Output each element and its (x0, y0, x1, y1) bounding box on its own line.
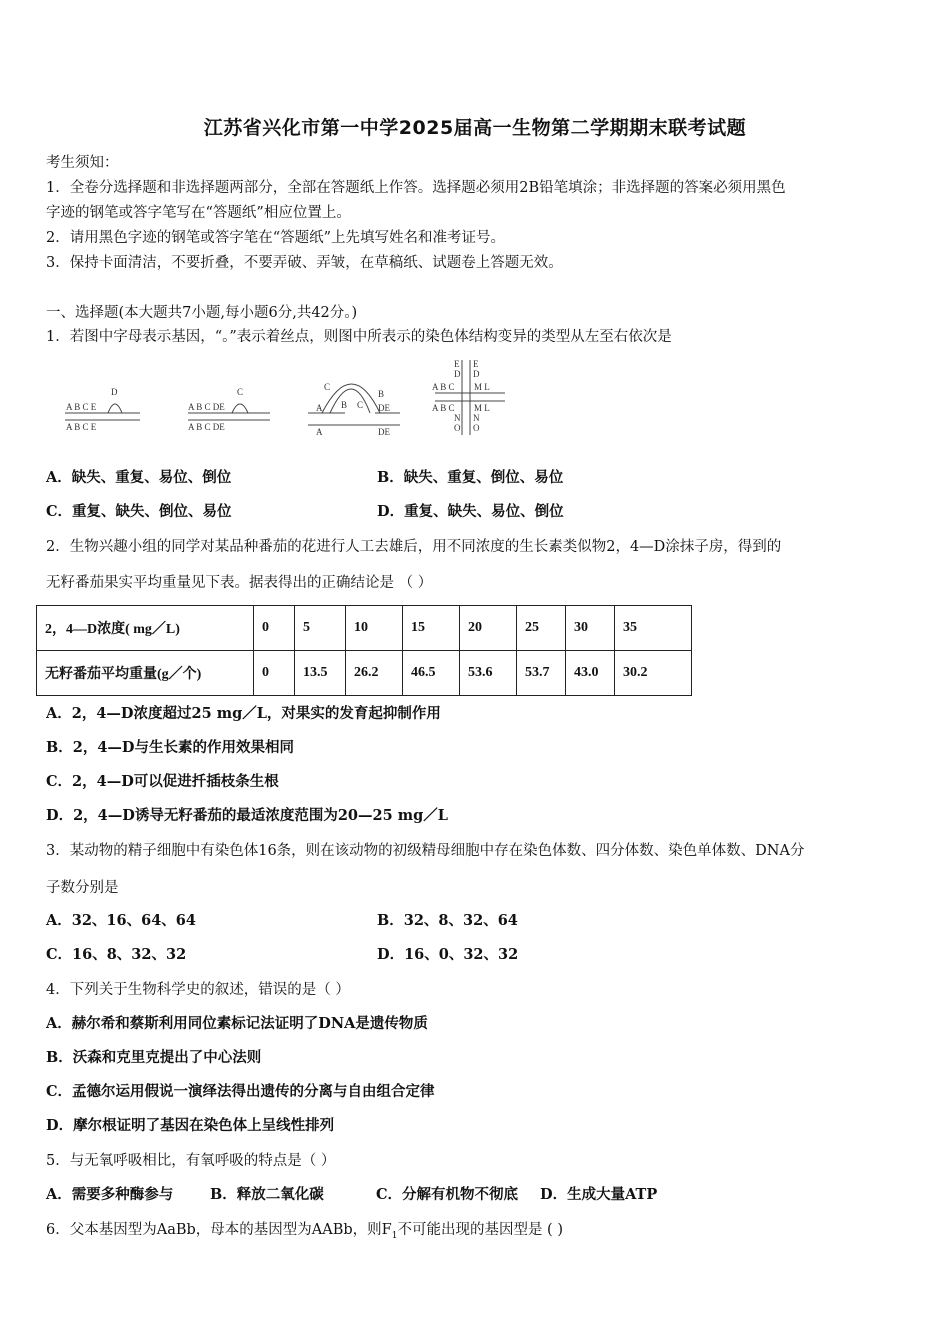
table-cell: 10 (346, 606, 403, 651)
q2-option-c[interactable]: C．2，4—D可以促进扦插枝条生根 (46, 773, 279, 790)
table-row (37, 606, 692, 651)
d3-a-label: A (316, 403, 323, 413)
d4-o2-label: O (473, 423, 480, 433)
q5-option-b[interactable]: B．释放二氧化碳 (210, 1186, 324, 1203)
d1-bottom-label: A B C E (66, 422, 97, 432)
table-cell: 46.5 (403, 651, 460, 696)
q3-option-c[interactable]: C．16、8、32、32 (46, 946, 187, 963)
q3-stem-line2: 子数分别是 (46, 880, 119, 896)
d2-bottom-label: A B C DE (188, 422, 225, 432)
q2-data-table (36, 605, 692, 696)
d1-top-label: A B C E (66, 402, 97, 412)
q4-option-a[interactable]: A．赫尔希和蔡斯利用同位素标记法证明了DNA是遗传物质 (46, 1015, 428, 1032)
table-cell: 30 (566, 606, 615, 651)
q2-option-a[interactable]: A．2，4—D浓度超过25 mg／L，对果实的发育起抑制作用 (46, 705, 441, 722)
d4-e1-label: E (454, 359, 460, 369)
q5-option-c[interactable]: C．分解有机物不彻底 (376, 1186, 519, 1203)
exam-title: 江苏省兴化市第一中学2025届高一生物第二学期期末联考试题 (203, 117, 747, 139)
notice-item-2: 2．请用黑色字迹的钢笔或答字笔在“答题纸”上先填写姓名和准考证号。 (46, 230, 506, 246)
q2-stem-line1: 2．生物兴趣小组的同学对某品种番茄的花进行人工去雄后，用不同浓度的生长素类似物2，4—D涂抹子房，得到的 (46, 539, 782, 555)
q5-option-a[interactable]: A．需要多种酶参与 (46, 1186, 174, 1203)
section-heading: 一、选择题(本大题共7小题,每小题6分,共42分。) (46, 305, 358, 321)
chromosome-diagram (60, 355, 520, 440)
table-cell: 35 (615, 606, 692, 651)
d2-loop-label: C (237, 387, 244, 397)
table-cell: 26.2 (346, 651, 403, 696)
d3-b-label: B (341, 400, 348, 410)
q6-stem-subscript: 1 (391, 1230, 398, 1241)
d4-ml1-label: M L (474, 382, 490, 392)
q1-stem: 1．若图中字母表示基因，“。”表示着丝点，则图中所表示的染色体结构变异的类型从左至右依次是 (46, 329, 672, 345)
q3-stem-line1: 3．某动物的精子细胞中有染色体16条，则在该动物的初级精母细胞中存在染色体数、四分体数、染色单体数、DNA分 (46, 843, 805, 859)
table-row (37, 651, 692, 696)
q1-option-c[interactable]: C．重复、缺失、倒位、易位 (46, 503, 232, 520)
table-header-cell: 无籽番茄平均重量(g／个) (37, 651, 254, 696)
q4-option-d[interactable]: D．摩尔根证明了基因在染色体上呈线性排列 (46, 1117, 335, 1134)
q2-option-b[interactable]: B．2，4—D与生长素的作用效果相同 (46, 739, 295, 756)
table-cell: 30.2 (615, 651, 692, 696)
d4-n1-label: N (454, 413, 461, 423)
q6-stem (46, 1220, 904, 1246)
d4-n2-label: N (473, 413, 480, 423)
d3-bottom-de-label: DE (378, 427, 390, 437)
d4-d1-label: D (454, 369, 461, 379)
d4-e2-label: E (473, 359, 479, 369)
d3-c2-label: C (357, 400, 364, 410)
d2-top-label: A B C DE (188, 402, 225, 412)
q2-stem-line2: 无籽番茄果实平均重量见下表。据表得出的正确结论是 （ ） (46, 575, 433, 591)
d3-c-label: C (324, 382, 331, 392)
q5-option-d[interactable]: D．生成大量ATP (540, 1186, 658, 1203)
d3-de-label: DE (378, 403, 390, 413)
d3-bottom-a-label: A (316, 427, 323, 437)
table-cell: 0 (254, 606, 295, 651)
q6-stem-end: 不可能出现的基因型是 ( ) (397, 1222, 563, 1238)
table-cell: 5 (295, 606, 346, 651)
table-cell: 13.5 (295, 651, 346, 696)
table-cell: 25 (517, 606, 566, 651)
d4-o1-label: O (454, 423, 461, 433)
q6-stem-start: 6．父本基因型为AaBb，母本的基因型为AABb，则F (46, 1222, 392, 1238)
q5-stem: 5．与无氧呼吸相比，有氧呼吸的特点是（ ） (46, 1153, 336, 1169)
notice-item-1b: 字迹的钢笔或答字笔写在“答题纸”相应位置上。 (46, 205, 351, 221)
q2-option-d[interactable]: D．2，4—D诱导无籽番茄的最适浓度范围为20—25 mg／L (46, 807, 448, 824)
q3-option-d[interactable]: D．16、0、32、32 (377, 946, 519, 963)
table-cell: 53.7 (517, 651, 566, 696)
table-header-cell: 2，4—D浓度( mg／L) (37, 606, 254, 651)
notice-heading: 考生须知： (46, 155, 119, 171)
q3-option-a[interactable]: A．32、16、64、64 (46, 912, 196, 929)
q1-option-d[interactable]: D．重复、缺失、易位、倒位 (377, 503, 564, 520)
table-cell: 43.0 (566, 651, 615, 696)
table-cell: 15 (403, 606, 460, 651)
q3-option-b[interactable]: B．32、8、32、64 (377, 912, 518, 929)
table-cell: 53.6 (460, 651, 517, 696)
q4-stem: 4．下列关于生物科学史的叙述，错误的是（ ） (46, 982, 350, 998)
d4-ml2-label: M L (474, 403, 490, 413)
d4-abc1-label: A B C (432, 382, 455, 392)
q1-option-a[interactable]: A．缺失、重复、易位、倒位 (46, 469, 232, 486)
d3-b2-label: B (378, 389, 385, 399)
notice-item-1: 1．全卷分选择题和非选择题两部分，全部在答题纸上作答。选择题必须用2B铅笔填涂；非选择题的答案必须用黑色 (46, 180, 786, 196)
q4-option-c[interactable]: C．孟德尔运用假说一演绎法得出遗传的分离与自由组合定律 (46, 1083, 435, 1100)
q4-option-b[interactable]: B．沃森和克里克提出了中心法则 (46, 1049, 262, 1066)
d4-d2-label: D (473, 369, 480, 379)
notice-item-3: 3．保持卡面清洁，不要折叠，不要弄破、弄皱，在草稿纸、试题卷上答题无效。 (46, 255, 563, 271)
table-cell: 20 (460, 606, 517, 651)
d1-loop-label: D (111, 387, 118, 397)
table-cell: 0 (254, 651, 295, 696)
q1-option-b[interactable]: B．缺失、重复、倒位、易位 (377, 469, 564, 486)
d4-abc2-label: A B C (432, 403, 455, 413)
